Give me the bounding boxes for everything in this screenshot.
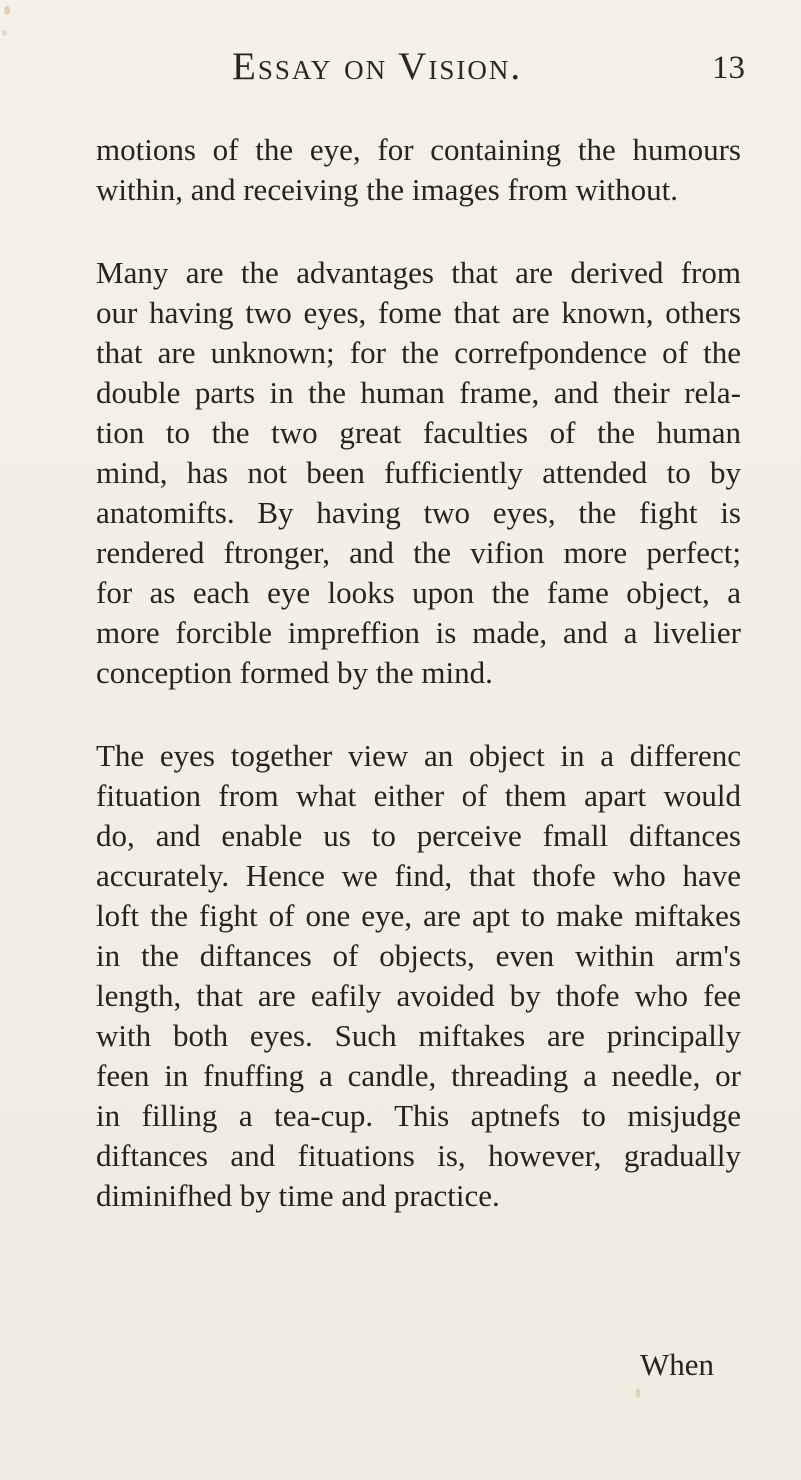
text-line: tion to the two great faculties of the human	[96, 415, 741, 450]
text-line: diftances and fituations is, however, gradually	[96, 1138, 741, 1173]
paragraph	[96, 130, 741, 210]
text-line: mind, has not been fufficiently attended to by	[96, 455, 741, 490]
running-head	[0, 44, 801, 94]
page-number: 13	[712, 50, 745, 86]
paragraph	[96, 736, 741, 1216]
text-line: feen in fnuffing a candle, threading a needle, or	[96, 1058, 741, 1093]
running-title: Essay on Vision.	[232, 45, 523, 88]
text-line: rendered ftronger, and the vifion more perfect;	[96, 535, 741, 570]
text-line: in filling a tea-cup. This aptnefs to misjudge	[96, 1098, 741, 1133]
text-line: in the diftances of objects, even within arm's	[96, 938, 741, 973]
text-line: double parts in the human frame, and their rela-	[96, 375, 741, 410]
text-line: length, that are eafily avoided by thofe who fee	[96, 978, 741, 1013]
text-line: conception formed by the mind.	[96, 655, 493, 690]
ink-speck	[4, 6, 10, 15]
text-line: anatomifts. By having two eyes, the fight is	[96, 495, 741, 530]
text-line: motions of the eye, for containing the humours	[96, 132, 741, 167]
text-line: fituation from what either of them apart would	[96, 778, 741, 813]
text-line: our having two eyes, fome that are known, others	[96, 295, 741, 330]
text-line: with both eyes. Such miftakes are principally	[96, 1018, 741, 1053]
ink-speck	[2, 30, 7, 36]
text-line: The eyes together view an object in a differenc	[96, 738, 741, 773]
catchword: When	[640, 1347, 715, 1382]
text-line: that are unknown; for the correfpondence of the	[96, 335, 741, 370]
body-text	[96, 130, 741, 1216]
text-line: for as each eye looks upon the fame object, a	[96, 575, 741, 610]
text-line: more forcible impreffion is made, and a livelier	[96, 615, 741, 650]
text-line: do, and enable us to perceive fmall diftances	[96, 818, 741, 853]
text-line: loft the fight of one eye, are apt to make miftakes	[96, 898, 741, 933]
text-line: diminifhed by time and practice.	[96, 1178, 500, 1213]
paragraph	[96, 253, 741, 693]
text-line: accurately. Hence we find, that thofe who have	[96, 858, 741, 893]
text-line: within, and receiving the images from without.	[96, 172, 678, 207]
ink-speck	[636, 1388, 640, 1398]
text-line: Many are the advantages that are derived from	[96, 255, 741, 290]
